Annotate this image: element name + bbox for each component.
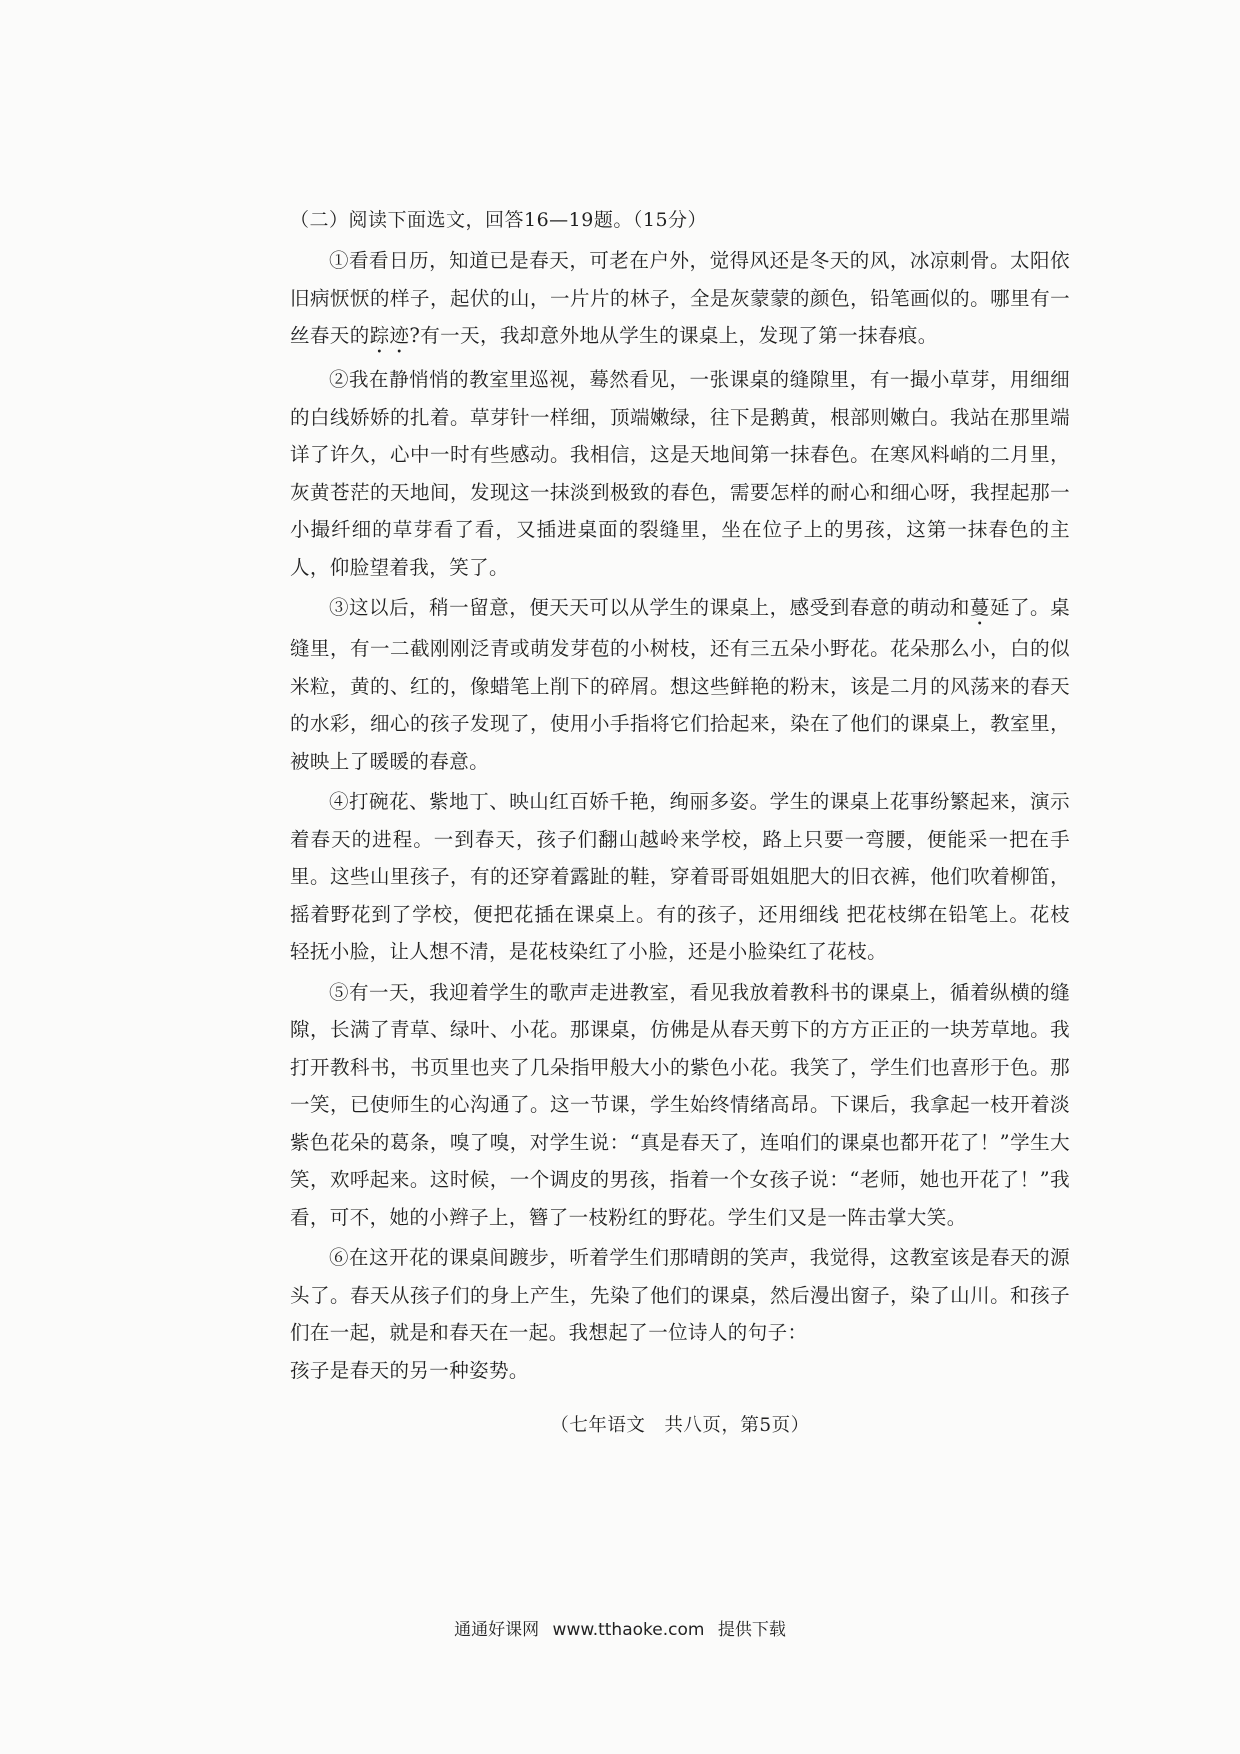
section-heading: （二）阅读下面选文，回答16—19题。（15分） — [290, 209, 708, 231]
watermark-note: 提供下载 — [717, 1620, 786, 1640]
download-watermark — [0, 1615, 1240, 1640]
paragraph-2: ②我在静悄悄的教室里巡视，蓦然看见，一张课桌的缝隙里，有一撮小草芽，用细细的白线娇娇的扎着。草芽针一样细，顶端嫩绿，往下是鹅黄，根部则嫩白。我站在那里端详了许久，心中一时有些感动。我相信，这是天地间第一抹春色。在寒风料峭的二月里，灰黄苍茫的天地间，发现这一抹淡到极致的春色，需要怎样的耐心和细心呀，我捏起那一小撮纤细的草芽看了看，又插进桌面的裂缝里，坐在位子上的男孩，这第一抹春色的主人，仰脸望着我，笑了。 — [290, 368, 1070, 579]
paragraph-6 — [290, 1239, 1070, 1389]
paragraph-3-text-b: 延了。桌缝里，有一二截刚刚泛青或萌发芽苞的小树枝，还有三五朵小野花。花朵那么小，白的似米粒，黄的、红的，像蜡笔上削下的碎屑。想这些鲜艳的粉末，该是二月的风荡来的春天的水彩，细心的孩子发现了，使用小手指将它们拾起来，染在了他们的课桌上，教室里，被映上了暖暖的春意。 — [290, 596, 1070, 773]
watermark-site-name: 通通好课网 — [454, 1620, 540, 1640]
paragraph-6-text: ⑥在这开花的课桌间踱步，听着学生们那晴朗的笑声，我觉得，这教室该是春天的源头了。春天从孩子们的身上产生，先染了他们的课桌，然后漫出窗子，染了山川。和孩子们在一起，就是和春天在一起。我想起了一位诗人的句子： — [290, 1246, 1070, 1344]
paragraph-3-emphasis: 蔓 — [969, 596, 990, 619]
paragraph-3 — [290, 589, 1070, 780]
watermark-site-url: www.tthaoke.com — [552, 1620, 705, 1640]
paragraph-1-emphasis: 踪迹 — [369, 324, 410, 347]
paragraph-1 — [290, 242, 1070, 358]
paragraph-1-text-b: ?有一天，我却意外地从学生的课桌上，发现了第一抹春痕。 — [409, 324, 938, 347]
paragraph-3-text-a: ③这以后，稍一留意，便天天可以从学生的课桌上，感受到春意的萌动和 — [329, 596, 970, 619]
paragraph-1-text-a: ①看看日历，知道已是春天，可老在户外，觉得风还是冬天的风，冰凉刺骨。太阳依旧病恹恹的样子，起伏的山，一片片的林子，全是灰蒙蒙的颜色，铅笔画似的。哪里有一丝春天的 — [290, 249, 1070, 347]
page-number-footer: （七年语文 共八页，第5页） — [550, 1415, 810, 1436]
paragraph-6-quote: 孩子是春天的另一种姿势。 — [290, 1358, 529, 1382]
reading-section — [290, 200, 1070, 1437]
paragraph-5: ⑤有一天，我迎着学生的歌声走进教室，看见我放着教科书的课桌上，循着纵横的缝隙，长满了青草、绿叶、小花。那课桌，仿佛是从春天剪下的方方正正的一块芳草地。我打开教科书，书页里也夹了几朵指甲般大小的紫色小花。我笑了，学生们也喜形于色。那一笑，已使师生的心沟通了。这一节课，学生始终情绪高昂。下课后，我拿起一枝开着淡紫色花朵的葛条，嗅了嗅，对学生说：“真是春天了，连咱们的课桌也都开花了！”学生大笑，欢呼起来。这时候，一个调皮的男孩，指着一个女孩子说：“老师，她也开花了！”我看，可不，她的小辫子上，簪了一枝粉红的野花。学生们又是一阵击掌大笑。 — [290, 980, 1070, 1229]
paragraph-4: ④打碗花、紫地丁、映山红百娇千艳，绚丽多姿。学生的课桌上花事纷繁起来，演示着春天的进程。一到春天，孩子们翻山越岭来学校，路上只要一弯腰，便能采一把在手里。这些山里孩子，有的还穿着露趾的鞋，穿着哥哥姐姐肥大的旧衣裤，他们吹着柳笛，摇着野花到了学校，便把花插在课桌上。有的孩子，还用细线 把花枝绑在铅笔上。花枝轻抚小脸，让人想不清，是花枝染红了小脸，还是小脸染红了花枝。 — [290, 790, 1070, 963]
